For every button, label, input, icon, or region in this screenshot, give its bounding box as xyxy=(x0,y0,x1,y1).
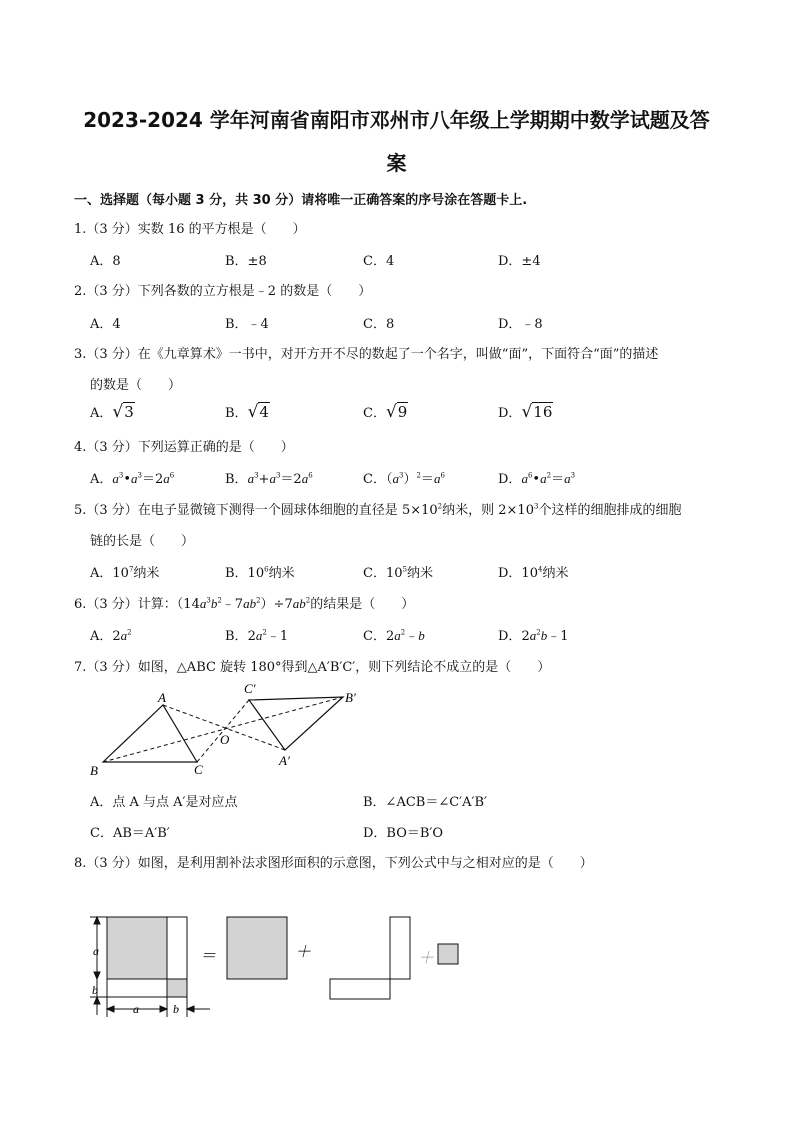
rotation-figure xyxy=(80,678,380,783)
composite-square xyxy=(107,917,187,997)
question-7-stem: 7.（3 分）如图，△ABC 旋转 180°得到△A′B′C′，则下列结论不成立的是（ ） xyxy=(74,660,551,675)
question-4-option-c: C．$(a^3)^2=a^6$ xyxy=(363,471,445,487)
label-a-horizontal: a xyxy=(133,1002,139,1016)
question-6-option-c: C．$2a^2﹣b$ xyxy=(363,628,425,644)
question-3-option-a: A．√3 xyxy=(90,402,134,422)
question-1-stem: 1.（3 分）实数 16 的平方根是（ ） xyxy=(74,222,306,237)
question-6-option-a: A．$2a^2$ xyxy=(90,628,132,644)
question-1-option-b: B．±8 xyxy=(225,254,267,269)
question-7-option-b: B．∠ACB＝∠C′A′B′ xyxy=(363,795,487,810)
square-b xyxy=(438,944,458,964)
question-5-option-b: B．$10^6$纳米 xyxy=(225,565,295,581)
triangle-abc xyxy=(103,705,197,762)
question-3-option-b: B．√4 xyxy=(225,402,269,422)
area-figure xyxy=(80,905,480,1030)
question-6-option-b: B．$2a^2﹣1$ xyxy=(225,628,289,644)
question-2-option-d: D．﹣8 xyxy=(498,317,543,332)
question-1-option-d: D．±4 xyxy=(498,254,541,269)
plus-sign-2: ＋ xyxy=(418,950,435,967)
plus-sign-1: ＋ xyxy=(295,944,312,961)
question-3-stem-line2: 的数是（ ） xyxy=(90,378,182,393)
question-3-stem: 3.（3 分）在《九章算术》一书中，对开方开不尽的数起了一个名字，叫做“面”，下面符合“面”的描述 xyxy=(74,347,659,362)
label-a-vertical: a xyxy=(93,944,99,958)
question-4-option-b: B．$a^3+a^3=2a^6$ xyxy=(225,471,313,487)
question-2-option-b: B．﹣4 xyxy=(225,317,269,332)
question-7-option-c: C．AB＝A′B′ xyxy=(90,826,170,841)
question-5-option-c: C．$10^5$纳米 xyxy=(363,565,433,581)
label-c-prime: C′ xyxy=(244,681,256,696)
question-2-option-a: A．4 xyxy=(90,317,121,332)
question-8-stem: 8.（3 分）如图，是利用割补法求图形面积的示意图，下列公式中与之相对应的是（ ） xyxy=(74,856,593,871)
question-6-stem: 6.（3 分）计算：$(14a^3b^2﹣7ab^2)\div 7ab^2$的结果是（ ） xyxy=(74,596,415,612)
question-6-option-d: D．$2a^2b﹣1$ xyxy=(498,628,569,644)
question-5-stem-line2: 链的长是（ ） xyxy=(90,534,195,549)
question-3-option-c: C．√9 xyxy=(363,402,408,422)
label-b-prime: B′ xyxy=(345,690,356,705)
label-b-horizontal: b xyxy=(173,1002,179,1016)
l-shape xyxy=(330,917,410,999)
question-5-stem: 5.（3 分）在电子显微镜下测得一个圆球体细胞的直径是 $5\times 10^2$纳米，则 $2\times 10^3$个这样的细胞排成的细胞 xyxy=(74,502,682,518)
question-4-option-a: A．$a^3•a^3=2a^6$ xyxy=(90,471,175,487)
question-3-option-d: D．√16 xyxy=(498,402,553,422)
section-heading: 一、选择题（每小题 3 分，共 30 分）请将唯一正确答案的序号涂在答题卡上. xyxy=(74,193,528,208)
equals-sign: ＝ xyxy=(200,948,217,965)
question-2-stem: 2.（3 分）下列各数的立方根是﹣2 的数是（ ） xyxy=(74,284,372,299)
label-b-vertical: b xyxy=(92,983,98,997)
page-title-continued: 案 xyxy=(386,151,407,175)
question-7-option-d: D．BO＝B′O xyxy=(363,826,444,841)
label-a-prime: A′ xyxy=(279,753,290,768)
dimension-a-horizontal xyxy=(107,997,210,1017)
question-4-stem: 4.（3 分）下列运算正确的是（ ） xyxy=(74,440,294,455)
page-title: 2023-2024 学年河南省南阳市邓州市八年级上学期期中数学试题及答 xyxy=(83,108,710,132)
question-1-option-a: A．8 xyxy=(90,254,121,269)
label-b: B xyxy=(90,763,98,778)
question-2-option-c: C．8 xyxy=(363,317,395,332)
label-a: A xyxy=(158,690,166,705)
question-4-option-d: D．$a^6•a^2=a^3$ xyxy=(498,471,576,487)
question-5-option-d: D．$10^4$纳米 xyxy=(498,565,569,581)
label-c: C xyxy=(194,762,203,777)
square-a xyxy=(227,917,287,979)
question-1-option-c: C．4 xyxy=(363,254,395,269)
label-o: O xyxy=(220,732,230,747)
question-7-option-a: A．点 A 与点 A′是对应点 xyxy=(90,795,238,810)
question-5-option-a: A．$10^7$纳米 xyxy=(90,565,160,581)
